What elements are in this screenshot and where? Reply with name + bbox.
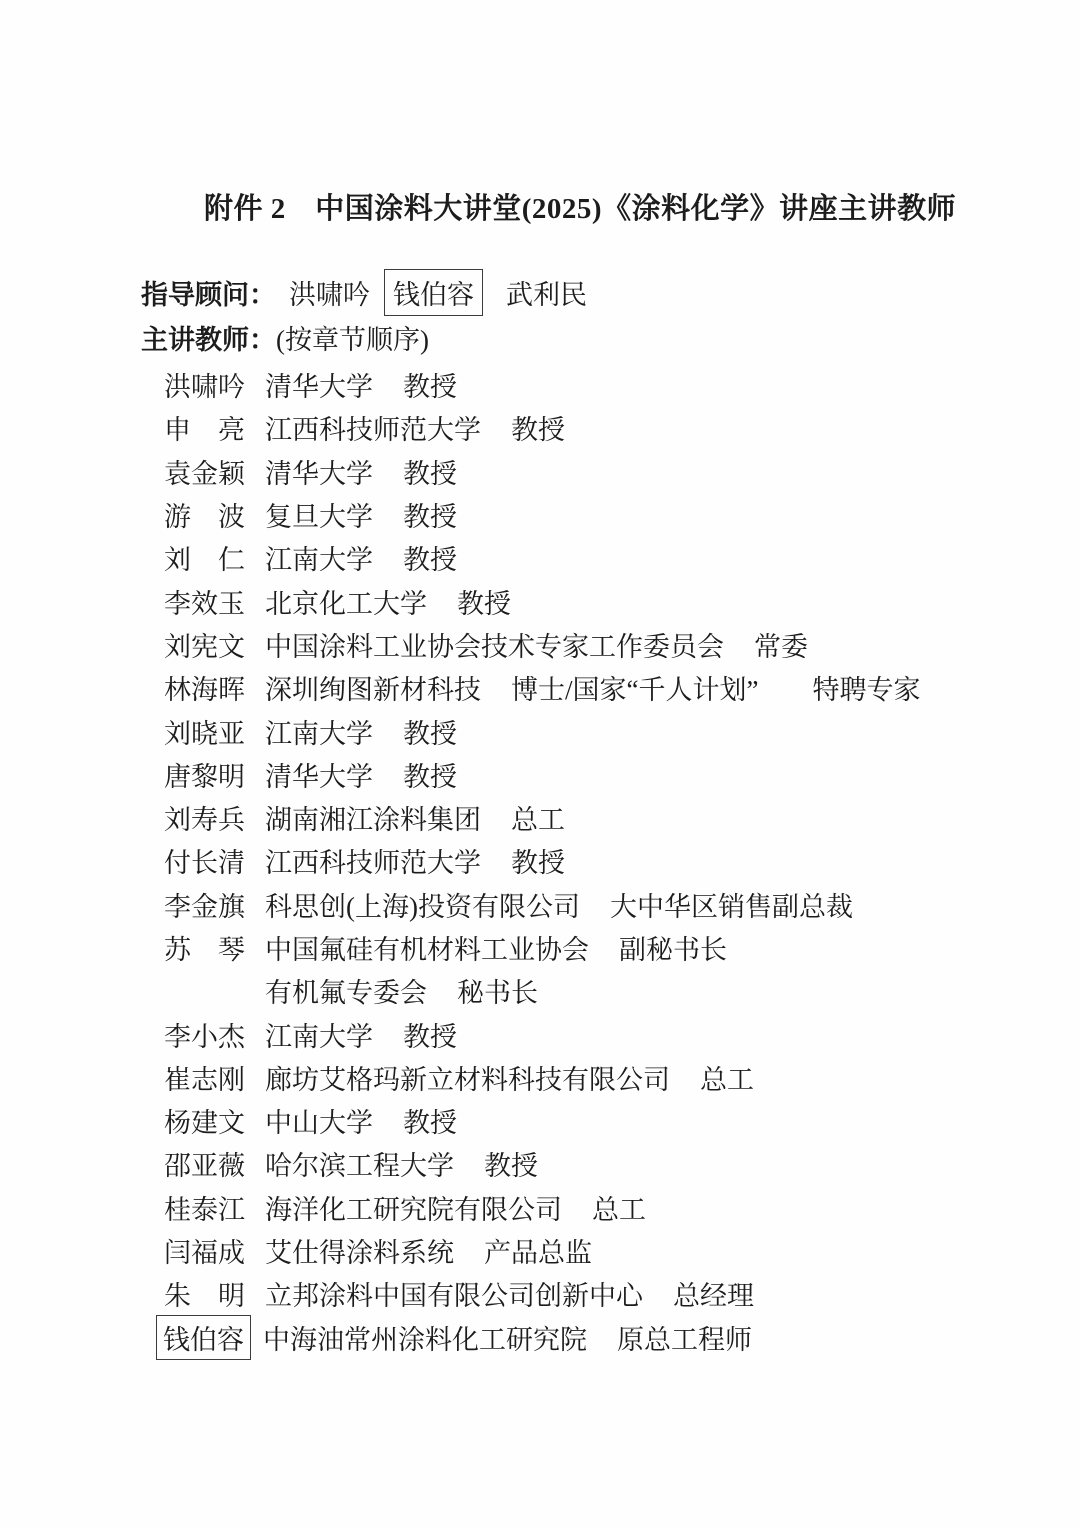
lecturer-name: 李小杰 [164,1021,245,1052]
lecturer-affiliation: 中国氟硅有机材料工业协会 [265,935,589,965]
lecturer-row [164,839,920,882]
advisor-name: 洪啸吟 [289,279,370,310]
lecturer-title: 教授 [403,1108,457,1139]
lecturer-name: 桂泰江 [164,1194,245,1225]
lecturer-affiliation: 北京化工大学 [265,588,427,619]
lecturer-row [164,1099,920,1142]
lecturer-row [164,926,920,969]
lecturer-row [164,1012,920,1055]
lecturer-name: 申 亮 [164,415,245,446]
lecturer-affiliation: 中国涂料工业协会技术专家工作委员会 [265,631,724,662]
lecturer-row [164,796,920,839]
lecturer-affiliation: 海洋化工研究院有限公司 [265,1194,562,1225]
lecturer-name: 刘宪文 [164,631,245,662]
lecturer-name: 付长清 [164,848,245,879]
lecturer-title: 教授 [511,415,565,446]
lecturer-affiliation: 清华大学 [265,458,373,489]
lecturer-name: 闫福成 [164,1238,245,1269]
lecturer-title: 教授 [457,588,511,619]
lecturer-affiliation: 有机氟专委会 [265,978,427,1009]
lecturer-name: 李金旗 [164,891,245,922]
document-title: 附件 2 中国涂料大讲堂(2025)《涂料化学》讲座主讲教师 [204,193,957,225]
lecturer-affiliation: 立邦涂料中国有限公司创新中心 [265,1281,643,1312]
lecturer-title: 产品总监 [484,1238,592,1269]
lecturer-name: 唐黎明 [164,761,245,792]
lecturer-title: 总工 [700,1064,754,1095]
lecturer-title: 总经理 [673,1281,754,1312]
lecturer-list [164,363,920,1359]
speakers-note: (按章节顺序) [276,324,429,355]
lecturer-row [164,1142,920,1185]
lecturer-name-boxed: 钱伯容 [156,1315,251,1360]
lecturer-title: 教授 [403,372,457,403]
lecturer-affiliation: 中山大学 [265,1108,373,1139]
lecturer-name: 刘晓亚 [164,718,245,749]
lecturer-title: 常委 [754,631,808,662]
lecturer-row [164,1229,920,1272]
lecturer-row [164,493,920,536]
lecturer-name: 李效玉 [164,588,245,619]
lecturer-row [164,450,920,493]
lecturer-row [164,666,920,709]
lecturer-affiliation: 江南大学 [265,718,373,749]
lecturer-name: 游 波 [164,502,245,533]
lecturer-name: 刘 仁 [164,545,245,576]
lecturer-title: 教授 [403,761,457,792]
lecturer-title: 原总工程师 [617,1324,752,1355]
lecturer-affiliation: 江南大学 [265,545,373,576]
lecturer-name: 林海晖 [164,675,245,706]
lecturer-title: 教授 [403,502,457,533]
advisors-line [141,272,587,312]
lecturer-row [164,623,920,666]
lecturer-title: 总工 [511,805,565,836]
lecturer-row [164,579,920,622]
lecturer-row [164,1186,920,1229]
lecturer-row [164,536,920,579]
advisor-name-boxed: 钱伯容 [384,269,483,316]
lecturer-row [164,363,920,406]
lecturer-title: 大中华区销售副总裁 [609,891,853,922]
lecturer-name: 崔志刚 [164,1064,245,1095]
lecturer-title: 教授 [403,458,457,489]
lecturer-affiliation: 湖南湘江涂料集团 [265,805,481,836]
lecturer-title: 教授 [511,848,565,879]
lecturer-name: 邵亚薇 [164,1151,245,1182]
lecturer-name: 苏 琴 [164,935,245,965]
lecturer-row [164,753,920,796]
lecturer-row [164,709,920,752]
lecturer-row [164,1272,920,1315]
lecturer-title: 秘书长 [457,978,538,1009]
lecturer-affiliation: 江西科技师范大学 [265,848,481,879]
lecturer-affiliation: 中海油常州涂料化工研究院 [263,1324,587,1355]
advisor-name: 武利民 [506,279,587,310]
lecturer-title: 博士/国家“千人计划” 特聘专家 [511,675,921,706]
lecturer-affiliation: 复旦大学 [265,502,373,533]
lecturer-row [164,883,920,926]
lecturer-affiliation: 江西科技师范大学 [265,415,481,446]
lecturer-title: 总工 [592,1194,646,1225]
lecturer-name: 刘寿兵 [164,805,245,836]
lecturer-row [164,1056,920,1099]
lecturer-affiliation: 廊坊艾格玛新立材料科技有限公司 [265,1064,670,1095]
lecturer-title: 副秘书长 [619,935,727,965]
lecturer-affiliation: 清华大学 [265,761,373,792]
lecturer-name: 洪啸吟 [164,372,245,403]
lecturer-title: 教授 [403,1021,457,1052]
lecturer-title: 教授 [403,718,457,749]
lecturer-row [164,1316,920,1359]
advisors-label: 指导顾问： [141,279,276,310]
lecturer-affiliation: 清华大学 [265,372,373,403]
lecturer-name: 朱 明 [164,1281,245,1312]
lecturer-row [164,406,920,449]
lecturer-affiliation: 江南大学 [265,1021,373,1052]
lecturer-affiliation: 科思创(上海)投资有限公司 [265,891,580,922]
lecturer-title: 教授 [484,1151,538,1182]
lecturer-title: 教授 [403,545,457,576]
lecturer-name: 杨建文 [164,1108,245,1139]
lecturer-name: 袁金颖 [164,458,245,489]
speakers-line [141,317,429,357]
speakers-label: 主讲教师： [141,324,276,355]
lecturer-row-continuation [164,969,920,1012]
lecturer-affiliation: 哈尔滨工程大学 [265,1151,454,1182]
lecturer-affiliation: 艾仕得涂料系统 [265,1238,454,1269]
lecturer-affiliation: 深圳绚图新材科技 [265,675,481,706]
